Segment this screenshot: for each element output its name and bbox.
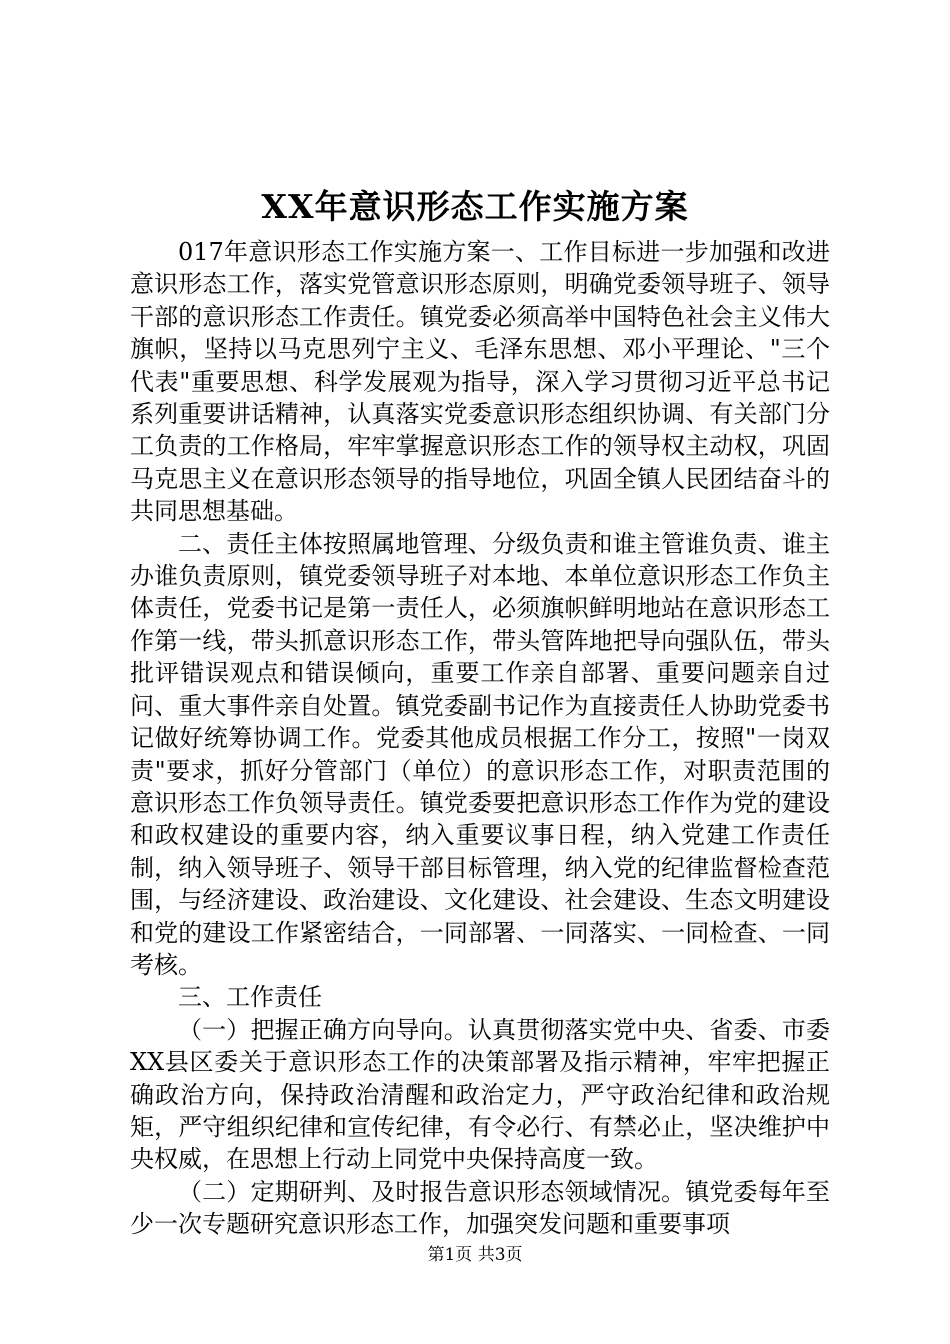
paragraph-direction-guidance: （一）把握正确方向导向。认真贯彻落实党中央、省委、市委XX县区委关于意识形态工作的决策部署及指示精神，牢牢把握正确政治方向，保持政治清醒和政治定力，严守政治纪律和政治规矩，严守组织纪律和宣传纪律，有令必行、有禁必止，坚决维护中央权威，在思想上行动上同党中央保持高度一致。	[130, 1015, 830, 1174]
paragraph-intro: 017年意识形态工作实施方案一、工作目标进一步加强和改进意识形态工作，落实党管意识形态原则，明确党委领导班子、领导干部的意识形态工作责任。镇党委必须高举中国特色社会主义伟大旗帜，坚持以马克思列宁主义、毛泽东思想、邓小平理论、"三个代表"重要思想、科学发展观为指导，深入学习贯彻习近平总书记系列重要讲话精神，认真落实党委意识形态组织协调、有关部门分工负责的工作格局，牢牢掌握意识形态工作的领导权主动权，巩固马克思主义在意识形态领导的指导地位，巩固全镇人民团结奋斗的共同思想基础。	[130, 238, 830, 526]
document-body	[130, 236, 830, 1241]
paragraph-responsibility-subject: 二、责任主体按照属地管理、分级负责和谁主管谁负责、谁主办谁负责原则，镇党委领导班子对本地、本单位意识形态工作负主体责任，党委书记是第一责任人，必须旗帜鲜明地站在意识形态工作第一线，带头抓意识形态工作，带头管阵地把导向强队伍，带头批评错误观点和错误倾向，重要工作亲自部署、重要问题亲自过问、重大事件亲自处置。镇党委副书记作为直接责任人协助党委书记做好统筹协调工作。党委其他成员根据工作分工，按照"一岗双责"要求，抓好分管部门（单位）的意识形态工作，对职责范围的意识形态工作负领导责任。镇党委要把意识形态工作作为党的建设和政权建设的重要内容，纳入重要议事日程，纳入党建工作责任制，纳入领导班子、领导干部目标管理，纳入党的纪律监督检查范围，与经济建设、政治建设、文化建设、社会建设、生态文明建设和党的建设工作紧密结合，一同部署、一同落实、一同检查、一同考核。	[130, 529, 830, 979]
document-title: XX年意识形态工作实施方案	[261, 187, 689, 226]
section-heading-work-responsibility: 三、工作责任	[178, 983, 322, 1012]
paragraph-regular-assessment: （二）定期研判、及时报告意识形态领域情况。镇党委每年至少一次专题研究意识形态工作，加强突发问题和重要事项	[130, 1177, 830, 1239]
page-number-footer: 第1页 共3页	[427, 1245, 523, 1265]
